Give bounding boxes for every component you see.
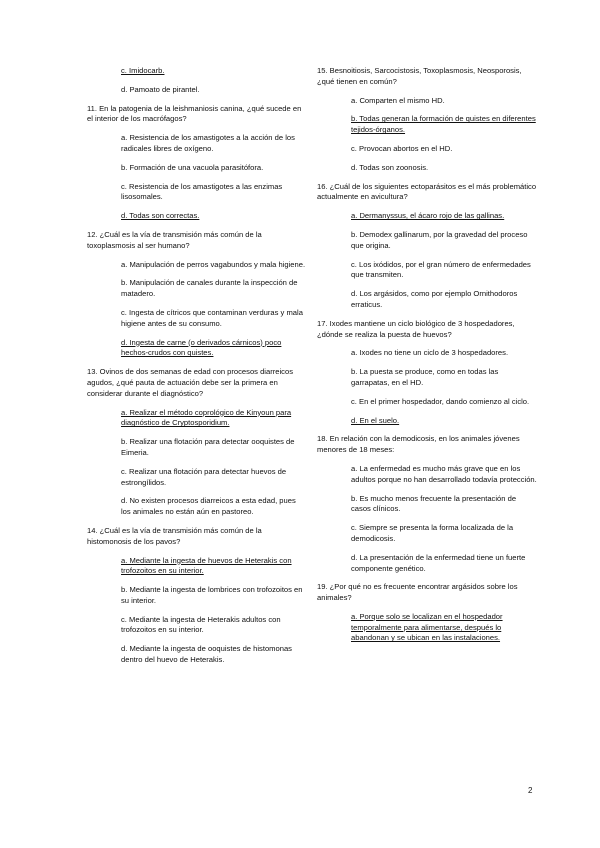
option-label: a. Comparten el mismo HD. [351, 95, 445, 105]
answer-option [351, 612, 537, 644]
answer-option [121, 85, 307, 96]
option-label: c. En el primer hospedador, dando comienzo al ciclo. [351, 396, 530, 406]
answer-option [351, 96, 537, 107]
answer-option [351, 523, 537, 545]
option-label: c. Mediante la ingesta de Heterakis adultos con trofozoitos en su interior. [121, 614, 281, 635]
answer-option [351, 348, 537, 359]
option-label: a. Realizar el método coprológico de Kinyoun para diagnóstico de Cryptosporidium. [121, 407, 292, 428]
answer-option [121, 556, 307, 578]
option-label: c. Imidocarb. [121, 66, 165, 75]
option-label: d. Mediante la ingesta de ooquistes de histomonas dentro del huevo de Heterakis. [121, 644, 292, 665]
answer-option [121, 585, 307, 607]
answer-option [351, 230, 537, 252]
answer-option [351, 553, 537, 575]
option-label: d. Ingesta de carne (o derivados cárnicos) poco hechos-crudos con quistes. [121, 337, 282, 358]
answer-option [351, 397, 537, 408]
option-label: c. Los ixódidos, por el gran número de enfermedades que transmiten. [351, 259, 531, 280]
option-label: c. Resistencia de los amastigotes a las enzimas lisosomales. [121, 181, 283, 202]
question-label: 13. Ovinos de dos semanas de edad con procesos diarreicos agudos, ¿qué pauta de actuación debe ser la primera en considerar durante el diagnóstico? [87, 367, 293, 398]
option-label: d. Todas son correctas. [121, 211, 200, 221]
answer-option [351, 211, 537, 222]
question-text [317, 582, 537, 604]
option-label: b. Realizar una flotación para detectar ooquistes de Eimeria. [121, 437, 295, 457]
option-label: d. Pamoato de pirantel. [121, 84, 200, 94]
option-label: a. Manipulación de perros vagabundos y mala higiene. [121, 259, 306, 269]
answer-option [121, 496, 307, 518]
answer-option [351, 367, 537, 389]
left-column [87, 66, 307, 674]
answer-option [121, 308, 307, 330]
answer-option [351, 163, 537, 174]
question-text [87, 526, 307, 548]
question-text [317, 66, 537, 88]
question-label: 11. En la patogenia de la leishmaniosis canina, ¿qué sucede en el interior de los macrófagos? [87, 103, 302, 124]
answer-option [121, 644, 307, 666]
option-label: b. Formación de una vacuola parasitófora. [121, 162, 264, 172]
right-column [317, 66, 537, 652]
answer-option [121, 211, 307, 222]
question-label: 19. ¿Por qué no es frecuente encontrar argásidos sobre los animales? [317, 582, 518, 603]
option-label: d. La presentación de la enfermedad tiene un fuerte componente genético. [351, 552, 526, 573]
option-label: d. Los argásidos, como por ejemplo Ornithodoros erraticus. [351, 289, 518, 309]
option-label: c. Siempre se presenta la forma localizada de la demodicosis. [351, 523, 514, 543]
option-label: a. La enfermedad es mucho más grave que en los adultos porque no han desarrollado todavía protección. [351, 463, 537, 484]
option-label: b. Demodex gallinarum, por la gravedad del proceso que origina. [351, 229, 528, 250]
option-label: b. Todas generan la formación de quistes en diferentes tejidos-órganos. [351, 114, 536, 135]
answer-option [121, 467, 307, 489]
option-label: c. Provocan abortos en el HD. [351, 143, 453, 153]
question-label: 12. ¿Cuál es la vía de transmisión más común de la toxoplasmosis al ser humano? [87, 229, 262, 250]
option-label: b. Mediante la ingesta de lombrices con trofozoitos en su interior. [121, 585, 303, 605]
option-label: d. En el suelo. [351, 415, 400, 425]
answer-option [121, 133, 307, 155]
question-text [87, 104, 307, 126]
question-text [317, 319, 537, 341]
option-label: b. Manipulación de canales durante la inspección de matadero. [121, 278, 298, 299]
question-label: 15. Besnoitiosis, Sarcocistosis, Toxoplasmosis, Neosporosis, ¿qué tienen en común? [317, 66, 522, 86]
option-label: a. Dermanyssus, el ácaro rojo de las gallinas. [351, 211, 505, 221]
answer-option [351, 494, 537, 516]
answer-option [121, 163, 307, 174]
option-label: b. La puesta se produce, como en todas las garrapatas, en el HD. [351, 367, 499, 387]
answer-option [351, 289, 537, 311]
answer-option [121, 66, 307, 77]
answer-option [351, 260, 537, 282]
answer-option [121, 615, 307, 637]
question-label: 16. ¿Cuál de los siguientes ectoparásitos es el más problemático actualmente en avicultura? [317, 181, 537, 202]
page-number: 2 [528, 786, 533, 795]
option-label: c. Realizar una flotación para detectar huevos de estrongílidos. [121, 466, 287, 487]
option-label: a. Ixodes no tiene un ciclo de 3 hospedadores. [351, 348, 509, 358]
answer-option [121, 437, 307, 459]
question-label: 18. En relación con la demodicosis, en los animales jóvenes menores de 18 meses: [317, 434, 520, 455]
answer-option [351, 416, 537, 427]
option-label: c. Ingesta de cítricos que contaminan verduras y mala higiene antes de su consumo. [121, 307, 303, 328]
answer-option [121, 182, 307, 204]
question-label: 17. Ixodes mantiene un ciclo biológico de 3 hospedadores, ¿dónde se realiza la puesta de huevos? [317, 318, 515, 339]
answer-option [121, 338, 307, 360]
option-label: a. Resistencia de los amastigotes a la acción de los radicales libres de oxígeno. [121, 133, 295, 153]
answer-option [351, 114, 537, 136]
option-label: a. Porque solo se localizan en el hospedador temporalmente para alimentarse, después lo abandonan y se ubican en las instalaciones. [351, 611, 503, 643]
answer-option [121, 408, 307, 430]
question-label: 14. ¿Cuál es la vía de transmisión más común de la histomonosis de los pavos? [87, 525, 262, 546]
option-label: d. No existen procesos diarreicos a esta edad, pues los animales no están aún en pastoreo. [121, 496, 296, 517]
answer-option [121, 260, 307, 271]
answer-option [121, 278, 307, 300]
question-text [87, 230, 307, 252]
question-text [87, 367, 307, 399]
answer-option [351, 464, 537, 486]
option-label: a. Mediante la ingesta de huevos de Heterakis con trofozoitos en su interior. [121, 555, 292, 576]
question-text [317, 434, 537, 456]
answer-option [351, 144, 537, 155]
option-label: b. Es mucho menos frecuente la presentación de casos clínicos. [351, 493, 517, 514]
option-label: d. Todas son zoonosis. [351, 162, 429, 172]
question-text [317, 182, 537, 204]
